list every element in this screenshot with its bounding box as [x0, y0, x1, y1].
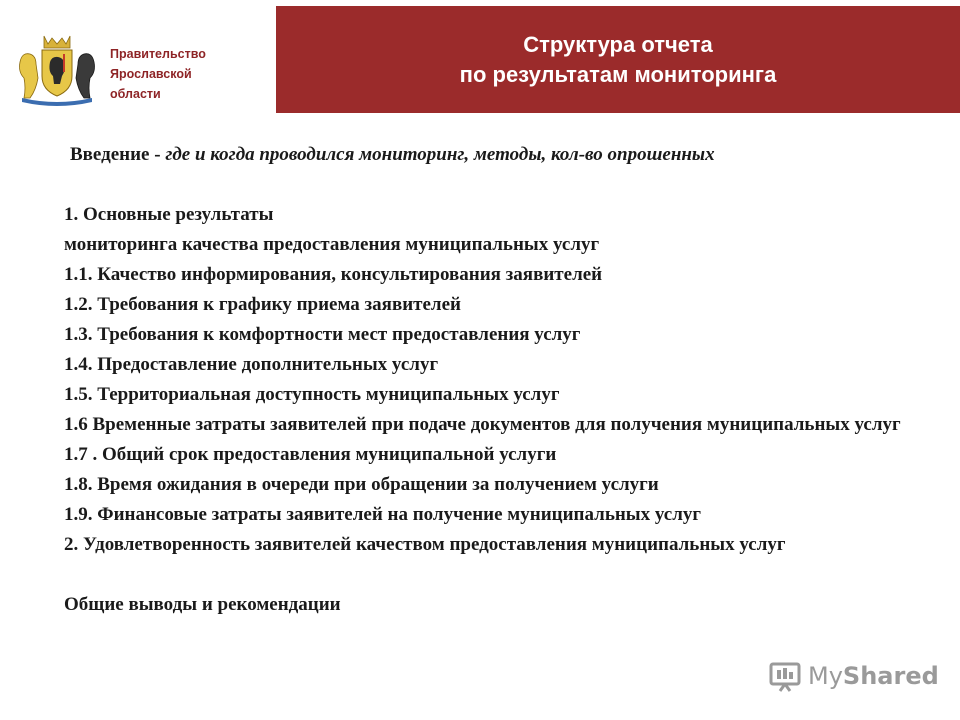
watermark-part-1: My — [808, 662, 843, 690]
list-item: 1.9. Финансовые затраты заявителей на получение муниципальных услуг — [64, 504, 702, 525]
list-item: 1.7 . Общий срок предоставления муниципальной услуги — [64, 444, 557, 465]
org-line: области — [110, 87, 161, 101]
list-item: мониторинга качества предоставления муниципальных услуг — [64, 234, 600, 255]
intro-description: где и когда проводился мониторинг, методы, кол-во опрошенных — [165, 144, 715, 165]
organization-name — [110, 44, 206, 104]
watermark — [768, 656, 939, 696]
logo-block — [14, 32, 264, 112]
section-list — [64, 200, 930, 560]
watermark-text — [808, 662, 939, 690]
intro-separator: - — [149, 144, 166, 165]
org-line: Правительство — [110, 47, 206, 61]
list-item: 1.3. Требования к комфортности мест предоставления услуг — [64, 324, 581, 345]
list-item: 1.2. Требования к графику приема заявителей — [64, 294, 461, 315]
intro-line — [70, 140, 930, 170]
title-line-1: Структура отчета — [523, 31, 713, 57]
list-item: 2. Удовлетворенность заявителей качеством предоставления муниципальных услуг — [64, 534, 786, 555]
title-line-2: по результатам мониторинга — [459, 61, 777, 87]
list-item: 1.8. Время ожидания в очереди при обращении за получением услуги — [64, 474, 659, 495]
list-item: 1. Основные результаты — [64, 204, 274, 225]
report-structure — [64, 140, 930, 620]
org-line: Ярославской — [110, 67, 192, 81]
conclusion: Общие выводы и рекомендации — [64, 594, 341, 615]
list-item: 1.5. Территориальная доступность муниципальных услуг — [64, 384, 560, 405]
watermark-part-2: Shared — [842, 662, 939, 690]
presentation-board-icon — [768, 659, 802, 693]
list-item: 1.6 Временные затраты заявителей при подаче документов для получения муниципальных услуг — [64, 414, 901, 435]
coat-of-arms-icon — [14, 32, 100, 106]
list-item: 1.4. Предоставление дополнительных услуг — [64, 354, 439, 375]
title-banner — [276, 6, 960, 113]
list-item: 1.1. Качество информирования, консультирования заявителей — [64, 264, 603, 285]
intro-term: Введение — [70, 144, 150, 165]
